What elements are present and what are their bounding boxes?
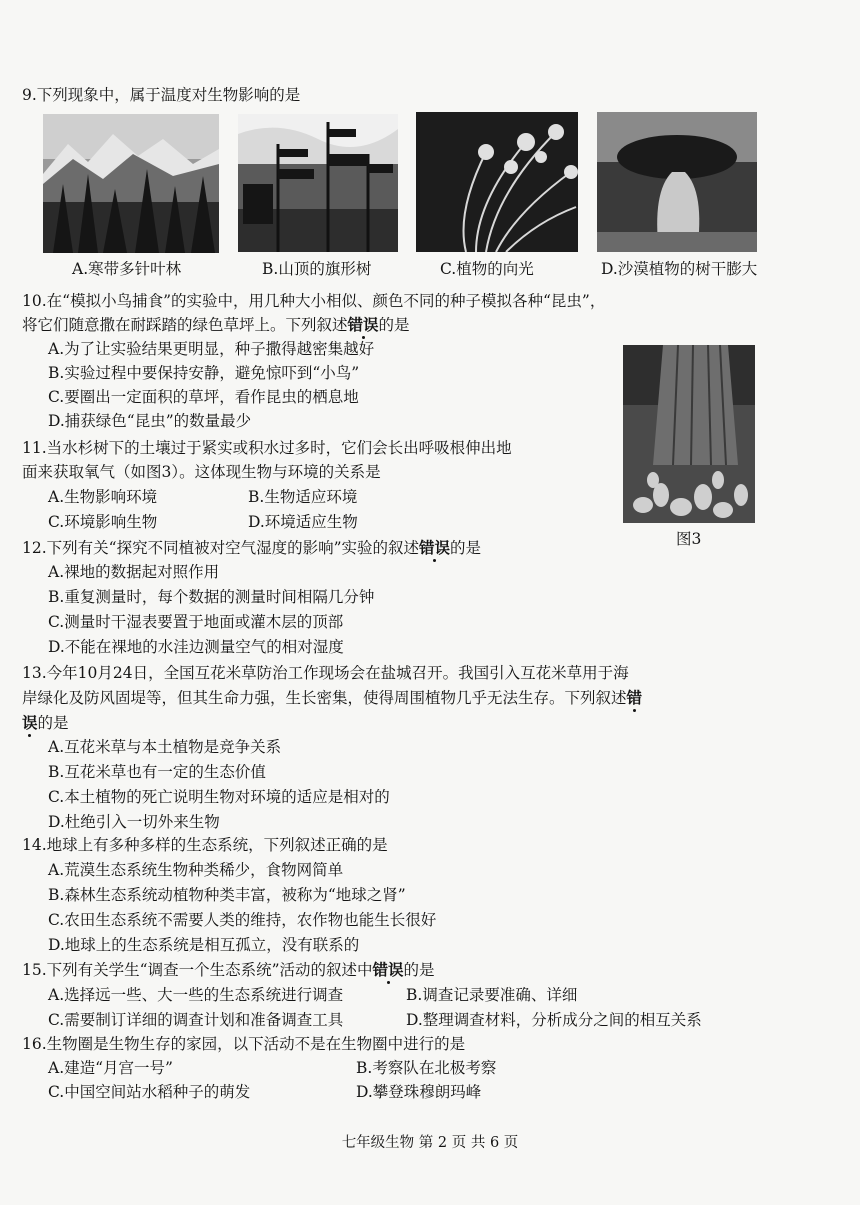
q16-option-d: D.攀登珠穆朗玛峰: [356, 1083, 482, 1101]
q11-option-d: D.环境适应生物: [248, 513, 358, 531]
photo-flag-tree: [238, 114, 398, 252]
q14-option-d: D.地球上的生态系统是相互孤立，没有联系的: [48, 936, 360, 954]
q12-option-b: B.重复测量时，每个数据的测量时间相隔几分钟: [48, 588, 375, 606]
q11-stem-line1: 11.当水杉树下的土壤过于紧实或积水过多时，它们会长出呼吸根伸出地: [22, 439, 512, 457]
q14-stem: 14.地球上有多种多样的生态系统，下列叙述正确的是: [22, 836, 388, 854]
q13-option-a: A.互花米草与本土植物是竞争关系: [48, 738, 282, 756]
q12-option-c: C.测量时干湿表要置于地面或灌木层的顶部: [48, 613, 344, 631]
q11-stem-line2: 面来获取氧气（如图3）。这体现生物与环境的关系是: [22, 463, 381, 481]
q16-option-b: B.考察队在北极考察: [356, 1059, 497, 1077]
q13-option-d: D.杜绝引入一切外来生物: [48, 813, 220, 831]
q15-option-d: D.整理调查材料，分析成分之间的相互关系: [406, 1011, 702, 1029]
q10-option-b: B.实验过程中要保持安静，避免惊吓到“小鸟”: [48, 364, 360, 382]
q10-option-a: A.为了让实验结果更明显，种子撒得越密集越好: [48, 340, 375, 358]
q11-option-c: C.环境影响生物: [48, 513, 158, 531]
q9-option-a: A.寒带多针叶林: [72, 260, 182, 278]
q13-option-c: C.本土植物的死亡说明生物对环境的适应是相对的: [48, 788, 390, 806]
q15-stem: 15.下列有关学生“调查一个生态系统”活动的叙述中错误的是: [22, 960, 435, 979]
q9-option-b: B.山顶的旗形树: [262, 260, 372, 278]
q12-option-a: A.裸地的数据起对照作用: [48, 563, 220, 581]
q14-option-b: B.森林生态系统动植物种类丰富，被称为“地球之肾”: [48, 886, 406, 904]
q12-option-d: D.不能在裸地的水洼边测量空气的相对湿度: [48, 638, 344, 656]
q13-option-b: B.互花米草也有一定的生态价值: [48, 763, 266, 781]
photo-phototropism: [416, 112, 578, 252]
q15-option-b: B.调查记录要准确、详细: [406, 986, 578, 1004]
q14-option-a: A.荒漠生态系统生物种类稀少，食物网简单: [48, 861, 344, 879]
photo-conifer-forest: [43, 114, 219, 253]
q10-option-d: D.捕获绿色“昆虫”的数量最少: [48, 412, 252, 430]
page-footer: 七年级生物 第 2 页 共 6 页: [341, 1135, 519, 1151]
photo-desert-tree: [597, 112, 757, 252]
q10-stem-line1: 10.在“模拟小鸟捕食”的实验中，用几种大小相似、颜色不同的种子模拟各种“昆虫”，: [22, 292, 606, 310]
q15-option-c: C.需要制订详细的调查计划和准备调查工具: [48, 1011, 344, 1029]
q15-option-a: A.选择远一些、大一些的生态系统进行调查: [48, 986, 344, 1004]
q13-stem-line3: 误的是: [22, 713, 69, 732]
q9-stem: 9.下列现象中，属于温度对生物影响的是: [22, 86, 301, 104]
q14-option-c: C.农田生态系统不需要人类的维持，农作物也能生长很好: [48, 911, 437, 929]
figure-3-label: 图3: [676, 530, 702, 548]
q11-option-a: A.生物影响环境: [48, 488, 158, 506]
q11-option-b: B.生物适应环境: [248, 488, 358, 506]
q9-option-d: D.沙漠植物的树干膨大: [601, 260, 758, 278]
q12-stem: 12.下列有关“探究不同植被对空气湿度的影响”实验的叙述错误的是: [22, 538, 482, 557]
q9-option-c: C.植物的向光: [440, 260, 534, 278]
q10-option-c: C.要圈出一定面积的草坪，看作昆虫的栖息地: [48, 388, 359, 406]
q16-stem: 16.生物圈是生物生存的家园，以下活动不是在生物圈中进行的是: [22, 1035, 466, 1053]
q16-option-c: C.中国空间站水稻种子的萌发: [48, 1083, 251, 1101]
figure-3-breathing-roots: [623, 345, 755, 523]
q16-option-a: A.建造“月宫一号”: [48, 1059, 173, 1077]
q10-stem-line2: 将它们随意撒在耐踩踏的绿色草坪上。下列叙述错误的是: [22, 315, 410, 334]
q13-stem-line2: 岸绿化及防风固堤等，但其生命力强，生长密集，使得周围植物几乎无法生存。下列叙述错: [22, 688, 643, 707]
q13-stem-line1: 13.今年10月24日，全国互花米草防治工作现场会在盐城召开。我国引入互花米草用于海: [22, 664, 629, 682]
